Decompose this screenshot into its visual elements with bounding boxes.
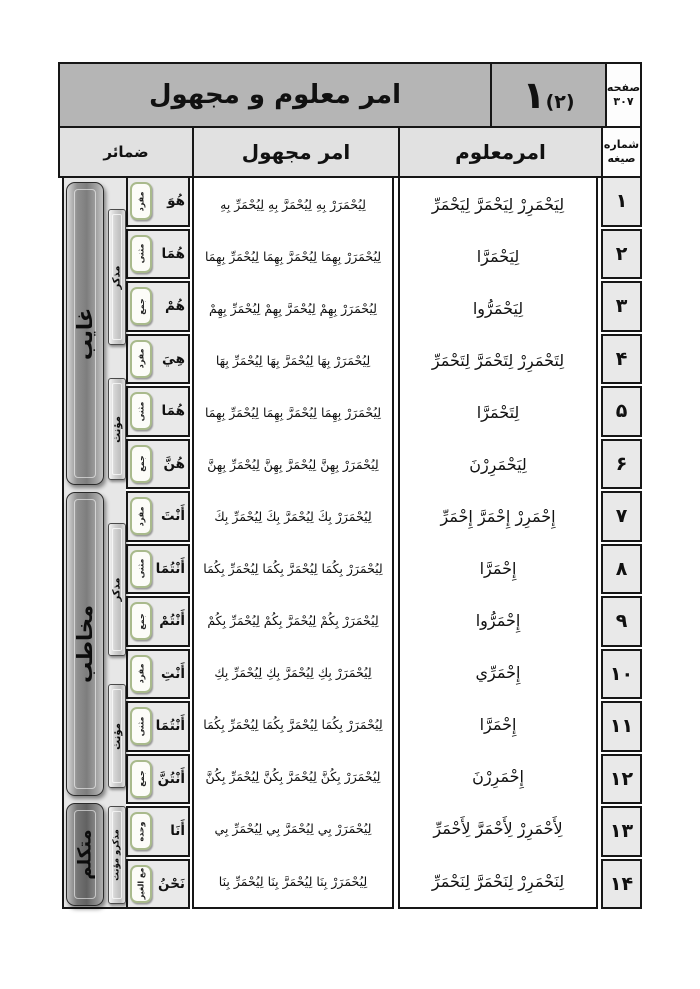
number-card-with-others: مع الغير [130,865,152,903]
pronoun-cell [126,334,190,385]
row-number-header: شماره صيغه [601,126,642,178]
pronoun-cell [126,859,190,910]
pronoun: هُنَّ [163,455,185,472]
pronoun-cell [126,281,190,332]
row-numbers-column [601,176,642,909]
gender-bar-masculine-and-feminine: مذكرو مؤنث [108,806,126,904]
gender-bar-masculine: مذكر [108,209,126,345]
pronoun-cell [126,754,190,805]
lesson-number-cell [490,62,607,128]
passive-imperative-cell: لِيُحْمَرَرْ بِي لِيُحْمَرَّ بِي لِيُحْمَرِّ بِي [214,821,372,837]
row-number: ۴ [601,334,642,385]
row-number: ۱۱ [601,701,642,752]
passive-imperative-cell: لِيُحْمَرَرْ بِكُمْ لِيُحْمَرَّ بِكُمْ لِيُحْمَرِّ بِكُمْ [207,613,379,629]
passive-imperative-cell: لِيُحْمَرَرْ بِهَا لِيُحْمَرَّ بِهَا لِيُحْمَرِّ بِهَا [215,352,371,368]
known-imperative-cell: لِنَحْمَرِرْ لِنَحْمَرَّ لِنَحْمَرِّ [431,871,565,891]
known-imperative-cell: لِأَحْمَرِرْ لِأَحْمَرَّ لِأَحْمَرِّ [433,819,563,839]
pronoun-cell [126,491,190,542]
row-number: ۱۳ [601,806,642,857]
pronoun: أَنْتَ [161,508,185,525]
row-number: ۱ [601,176,642,227]
known-imperative-cell: إِحْمَرِرْنَ [472,767,524,787]
row-number: ۷ [601,491,642,542]
row-number: ۶ [601,439,642,490]
pronoun-cell [126,176,190,227]
conjugation-table [58,62,642,909]
passive-imperative-cell: لِيُحْمَرَرْ بِكُمَا لِيُحْمَرَّ بِكُمَا لِيُحْمَرِّ بِكُمَا [203,717,383,733]
known-imperative-cell: لِيَحْمَرِرْنَ [469,454,527,474]
pronoun: هِيَ [161,350,185,367]
pronoun: هُمْ [165,298,185,315]
group-bar-third-person: غايب [66,182,104,485]
number-card-dual: مثنى [130,707,152,745]
pronoun-cell [126,649,190,700]
gender-bar-feminine: مؤنث [108,684,126,788]
number-card-singular: مفرد [130,340,152,378]
passive-imperative-cell: لِيُحْمَرَرْ بِكُنَّ لِيُحْمَرَّ بِكُنَّ لِيُحْمَرِّ بِكُنَّ [205,769,381,785]
pronoun: أَنْتُمَا [155,718,185,735]
number-card-dual: مثنى [130,235,152,273]
column-header-known-imperative: امرمعلوم [398,126,603,178]
passive-imperative-cell: لِيُحْمَرَرْ بِنَا لِيُحْمَرَّ بِنَا لِيُحْمَرِّ بِنَا [218,873,368,889]
pronoun-cell [126,229,190,280]
number-card-singular: مفرد [130,182,152,220]
known-imperative-column [398,176,598,909]
column-header-passive-imperative: امر مجهول [192,126,400,178]
pronoun: أَنْتِ [161,665,185,682]
passive-imperative-column [192,176,394,909]
passive-imperative-cell: لِيُحْمَرَرْ بِهِنَّ لِيُحْمَرَّ بِهِنَّ لِيُحْمَرِّ بِهِنَّ [207,456,379,472]
page-label: صفحه [606,81,641,95]
page-title: امر معلوم و مجهول [58,62,492,128]
known-imperative-cell: لِيَحْمَرِرْ لِيَحْمَرَّ لِيَحْمَرِّ [431,194,565,214]
row-number: ۱۲ [601,754,642,805]
row-number: ۸ [601,544,642,595]
pronoun: أَنَا [170,823,185,840]
pronoun: أَنْتُمَا [155,560,185,577]
known-imperative-cell: إِحْمَرَّا [479,715,517,735]
row-number: ۲ [601,229,642,280]
pronoun: أَنْتُنَّ [157,770,185,787]
passive-imperative-cell: لِيُحْمَرَرْ بِكَ لِيُحْمَرَّ بِكَ لِيُحْمَرِّ بِكَ [214,509,372,524]
table-body [58,176,642,909]
person-groups-column [62,176,126,909]
row-number: ۳ [601,281,642,332]
passive-imperative-cell: لِيُحْمَرَرْ بِهِمْ لِيُحْمَرَّ بِهِمْ لِيُحْمَرِّ بِهِمْ [209,300,377,316]
known-imperative-cell: لِيَحْمَرَّا [476,246,520,266]
table-header-top [58,62,642,128]
table-column-headers [58,126,642,178]
column-header-pronouns: ضمائر [58,126,194,178]
pronoun: نَحْنُ [158,875,185,892]
number-card-alone: وحده [130,812,152,850]
pronoun: هُمَا [161,403,185,420]
pronoun: هُوَ [167,193,185,210]
passive-imperative-cell: لِيُحْمَرَرْ بِهِمَا لِيُحْمَرَّ بِهِمَا لِيُحْمَرِّ بِهِمَا [204,404,382,420]
pronouns-column [126,176,190,909]
pronoun-cell [126,439,190,490]
number-card-dual: مثنى [130,392,152,430]
number-card-singular: مفرد [130,655,152,693]
known-imperative-cell: لِتَحْمَرَّا [476,402,520,422]
known-imperative-cell: لِيَحْمَرُّوا [472,298,524,318]
passive-imperative-cell: لِيُحْمَرَرْ بِهِ لِيُحْمَرَّ بِهِ لِيُحْمَرِّ بِهِ [220,196,366,212]
number-card-dual: مثنى [130,550,152,588]
row-number: ۵ [601,386,642,437]
pronoun-cell [126,544,190,595]
number-card-plural: جمع [130,445,152,483]
number-card-plural: جمع [130,760,152,798]
passive-imperative-cell: لِيُحْمَرَرْ بِكُمَا لِيُحْمَرَّ بِكُمَا لِيُحْمَرِّ بِكُمَا [203,561,383,577]
gender-bar-masculine: مذكر [108,523,126,656]
known-imperative-cell: لِتَحْمَرِرْ لِتَحْمَرَّ لِتَحْمَرِّ [431,350,565,370]
pronoun-cell [126,596,190,647]
pronoun: أَنْتُمْ [159,613,185,630]
group-bar-second-person: مخاطب [66,492,104,796]
pronoun: هُمَا [161,245,185,262]
number-card-singular: مفرد [130,497,152,535]
page-number: ۳۰۷ [613,95,634,108]
group-bar-first-person: متكلم [66,803,104,906]
row-number: ۱۰ [601,649,642,700]
number-card-plural: جمع [130,287,152,325]
pronoun-cell [126,386,190,437]
passive-imperative-cell: لِيُحْمَرَرْ بِكِ لِيُحْمَرَّ بِكِ لِيُحْمَرِّ بِكِ [214,665,372,681]
known-imperative-cell: إِحْمَرَّا [479,559,517,579]
page-number-cell [605,62,642,128]
lesson-number: ۱(۲) [522,73,575,117]
passive-imperative-cell: لِيُحْمَرَرْ بِهِمَا لِيُحْمَرَّ بِهِمَا لِيُحْمَرِّ بِهِمَا [204,248,382,264]
number-card-plural: جمع [130,602,152,640]
pronoun-cell [126,806,190,857]
pronoun-cell [126,701,190,752]
known-imperative-cell: إِحْمَرِّي [475,663,521,683]
row-number: ۹ [601,596,642,647]
known-imperative-cell: إِحْمَرُّوا [475,611,521,631]
row-number: ۱۴ [601,859,642,910]
known-imperative-cell: إِحْمَرِرْ إِحْمَرَّ إِحْمَرِّ [440,507,556,526]
gender-bar-feminine: مؤنث [108,378,126,480]
